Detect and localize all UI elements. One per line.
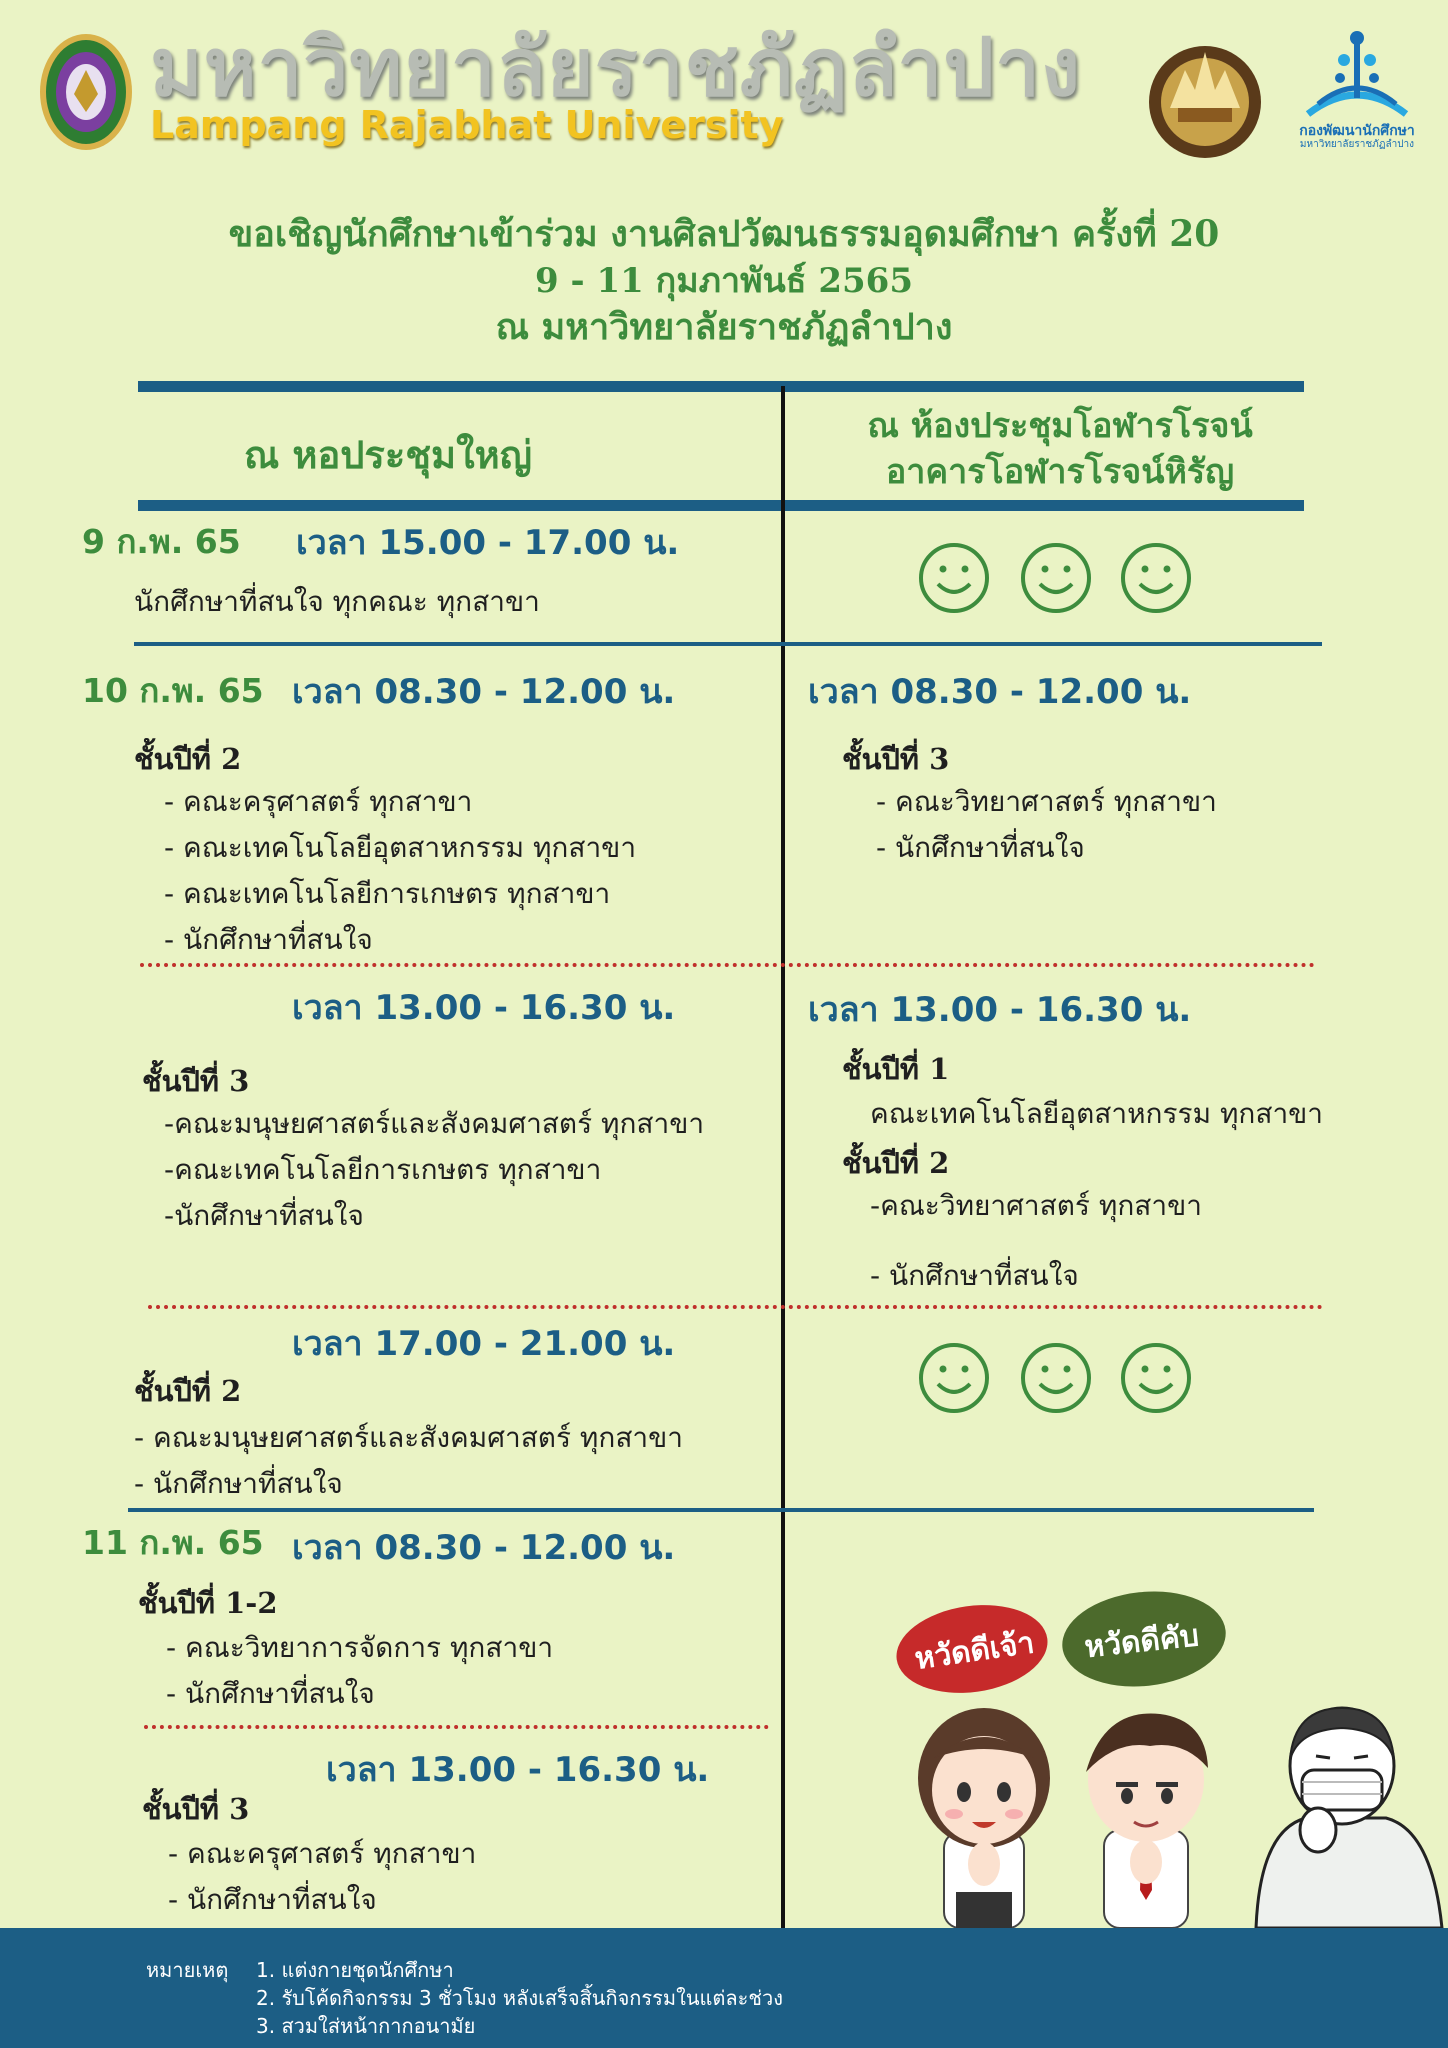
smiley-group [918, 542, 1198, 618]
time-slot: เวลา 13.00 - 16.30 น. [292, 988, 676, 1028]
invitation-title: ขอเชิญนักศึกษาเข้าร่วม งานศิลปวัฒนธรรมอุดมศึกษา ครั้งที่ 20 [228, 213, 1220, 255]
year-level: ชั้นปีที่ 2 [134, 742, 242, 776]
faculty-item: -นักศึกษาที่สนใจ [164, 1199, 364, 1232]
faculty-item: -คณะมนุษยศาสตร์และสังคมศาสตร์ ทุกสาขา [164, 1107, 705, 1140]
faculty-item: - นักศึกษาที่สนใจ [168, 1883, 377, 1916]
audience-text: นักศึกษาที่สนใจ ทุกคณะ ทุกสาขา [134, 585, 540, 618]
date-10-feb: 10 ก.พ. 65 [82, 671, 264, 710]
year-level: ชั้นปีที่ 2 [842, 1146, 950, 1180]
time-slot: เวลา 13.00 - 16.30 น. [808, 990, 1192, 1030]
university-name-english: Lampang Rajabhat University [150, 103, 784, 147]
year-level: ชั้นปีที่ 3 [842, 742, 950, 776]
faculty-item: - นักศึกษาที่สนใจ [164, 923, 373, 956]
faculty-item: - นักศึกษาที่สนใจ [134, 1467, 343, 1500]
time-slot: เวลา 08.30 - 12.00 น. [292, 672, 676, 712]
year-level: ชั้นปีที่ 2 [134, 1374, 242, 1408]
notes-label: หมายเหตุ [146, 1958, 229, 1982]
row-divider [128, 1508, 1314, 1512]
cartoon-student-girl [904, 1696, 1064, 1932]
faculty-item: - คณะครุศาสตร์ ทุกสาขา [164, 785, 473, 818]
faculty-item: - คณะวิทยาศาสตร์ ทุกสาขา [876, 785, 1217, 818]
smiley-group [918, 1342, 1198, 1418]
note-item: 1. แต่งกายชุดนักศึกษา [256, 1958, 454, 1982]
column-divider [781, 386, 785, 1930]
faculty-item: - คณะครุศาสตร์ ทุกสาขา [168, 1837, 477, 1870]
faculty-item: -คณะเทคโนโลยีการเกษตร ทุกสาขา [164, 1153, 602, 1186]
faculty-item: - คณะเทคโนโลยีการเกษตร ทุกสาขา [164, 877, 611, 910]
logo-caption: กองพัฒนานักศึกษา [1299, 123, 1415, 139]
faculty-item: - คณะเทคโนโลยีอุตสาหกรรม ทุกสาขา [164, 831, 637, 864]
note-item: 2. รับโค้ดกิจกรรม 3 ชั่วโมง หลังเสร็จสิ้นกิจกรรมในแต่ละช่วง [256, 1986, 783, 2010]
time-slot: เวลา 08.30 - 12.00 น. [808, 672, 1192, 712]
smiley-icons [918, 1342, 1198, 1414]
faculty-item: - นักศึกษาที่สนใจ [166, 1677, 375, 1710]
time-slot: เวลา 17.00 - 21.00 น. [292, 1324, 676, 1364]
column-header-olarn-room: ณ ห้องประชุมโอฬารโรจน์ [867, 406, 1253, 446]
faculty-item: - คณะมนุษยศาสตร์และสังคมศาสตร์ ทุกสาขา [134, 1421, 684, 1454]
date-9-feb: 9 ก.พ. 65 [82, 522, 241, 561]
university-seal-logo [38, 32, 134, 152]
faculty-item: -คณะวิทยาศาสตร์ ทุกสาขา [870, 1189, 1202, 1222]
time-slot: เวลา 15.00 - 17.00 น. [296, 523, 680, 563]
table-header-border [138, 500, 1304, 511]
column-header-olarn-building: อาคารโอฬารโรจน์หิรัญ [885, 452, 1235, 492]
cartoon-student-boy [1064, 1690, 1228, 1932]
arts-culture-festival-logo [1140, 30, 1270, 160]
faculty-item: - นักศึกษาที่สนใจ [876, 831, 1085, 864]
year-level: ชั้นปีที่ 1 [842, 1052, 950, 1086]
time-slot: เวลา 08.30 - 12.00 น. [292, 1528, 676, 1568]
year-level: ชั้นปีที่ 1-2 [138, 1586, 278, 1620]
faculty-item: - คณะวิทยาการจัดการ ทุกสาขา [166, 1631, 554, 1664]
smiley-icons [918, 542, 1198, 614]
dotted-divider [140, 963, 1315, 967]
column-header-main-hall: ณ หอประชุมใหญ่ [243, 433, 533, 477]
greeting-text-right: หวัดดีคับ [1082, 1618, 1201, 1666]
logo-subcaption: มหาวิทยาลัยราชภัฏลำปาง [1299, 139, 1415, 150]
time-slot: เวลา 13.00 - 16.30 น. [326, 1750, 710, 1790]
university-name-thai: มหาวิทยาลัยราชภัฏลำปาง [150, 21, 1082, 114]
dotted-divider [144, 1725, 769, 1729]
event-venue: ณ มหาวิทยาลัยราชภัฏลำปาง [495, 306, 953, 348]
cartoon-man-with-mask [1236, 1700, 1448, 1932]
year-level: ชั้นปีที่ 3 [142, 1792, 250, 1826]
table-top-border [138, 381, 1304, 392]
greeting-bubble-right [1058, 1584, 1231, 1695]
greeting-bubble-left [891, 1596, 1053, 1702]
row-divider [134, 642, 1322, 646]
faculty-item: คณะเทคโนโลยีอุตสาหกรรม ทุกสาขา [870, 1097, 1324, 1130]
greeting-text-left: หวัดดีเจ้า [912, 1625, 1037, 1677]
year-level: ชั้นปีที่ 3 [142, 1064, 250, 1098]
note-item: 3. สวมใส่หน้ากากอนามัย [256, 2014, 476, 2038]
faculty-item: - นักศึกษาที่สนใจ [870, 1259, 1079, 1292]
date-11-feb: 11 ก.พ. 65 [82, 1523, 264, 1562]
dotted-divider [148, 1305, 1323, 1309]
event-dates: 9 - 11 กุมภาพันธ์ 2565 [535, 261, 913, 301]
